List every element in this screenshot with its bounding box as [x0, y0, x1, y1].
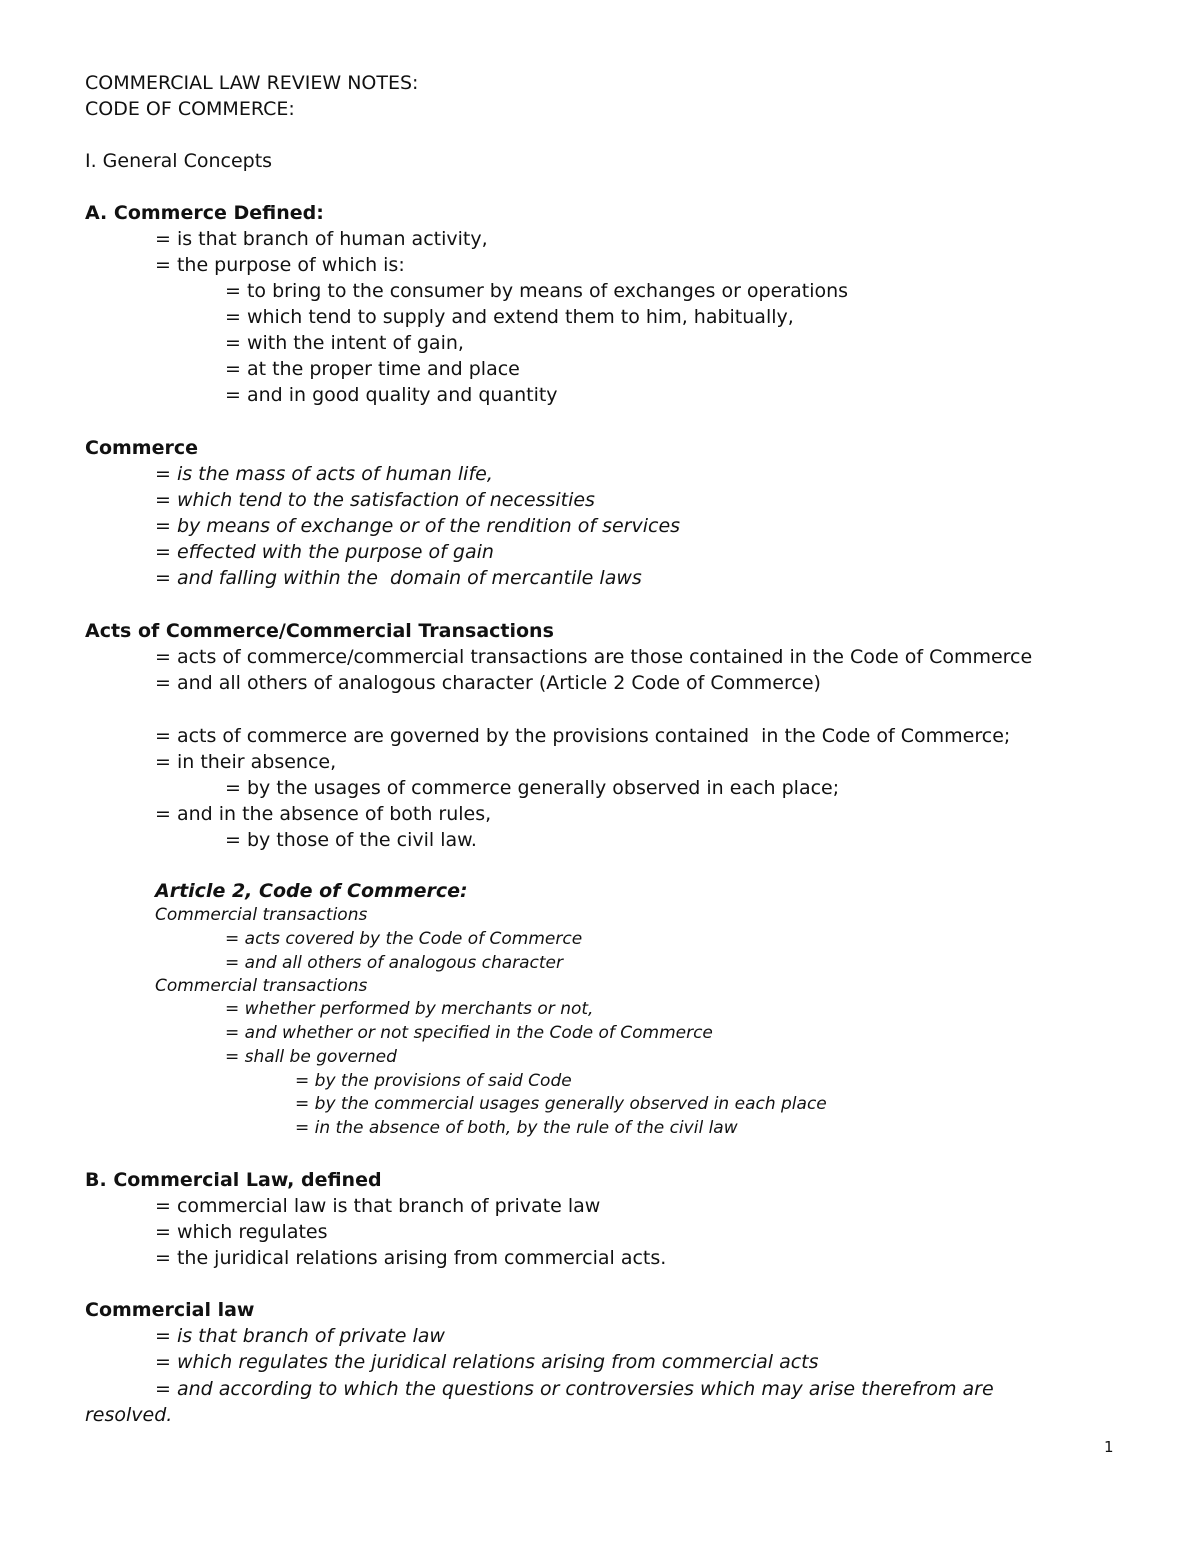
text-line: = and in the absence of both rules, — [155, 803, 492, 825]
text-line: resolved. — [85, 1404, 173, 1426]
text-line: Commercial transactions — [155, 905, 368, 925]
text-line: = to bring to the consumer by means of exchanges or operations — [225, 280, 849, 302]
text-line: = and in good quality and quantity — [225, 384, 558, 406]
text-line: = is that branch of private law — [155, 1325, 445, 1347]
text-line: = and whether or not specified in the Code of Commerce — [225, 1023, 713, 1043]
text-line: = the juridical relations arising from commercial acts. — [155, 1247, 667, 1269]
text-line: = which regulates the juridical relations arising from commercial acts — [155, 1351, 819, 1373]
text-line: = effected with the purpose of gain — [155, 541, 494, 563]
text-line: = and all others of analogous character (Article 2 Code of Commerce) — [155, 672, 821, 694]
subsection-heading: Commercial law — [85, 1299, 255, 1321]
text-line: = and falling within the domain of mercantile laws — [155, 567, 642, 589]
text-line: = at the proper time and place — [225, 358, 520, 380]
text-line: = by means of exchange or of the rendition of services — [155, 515, 681, 537]
section-heading: I. General Concepts — [85, 150, 273, 172]
text-line: = commercial law is that branch of private law — [155, 1195, 601, 1217]
text-line: = in the absence of both, by the rule of the civil law — [295, 1118, 738, 1138]
text-line: = which tend to supply and extend them to him, habitually, — [225, 306, 794, 328]
subsection-heading: Commerce — [85, 437, 198, 459]
text-line: = which tend to the satisfaction of necessities — [155, 489, 595, 511]
subsection-heading: Acts of Commerce/Commercial Transactions — [85, 620, 554, 642]
article-heading: Article 2, Code of Commerce: — [155, 880, 468, 902]
text-line: = by the provisions of said Code — [295, 1071, 572, 1091]
text-line: = is that branch of human activity, — [155, 228, 488, 250]
text-line: Commercial transactions — [155, 976, 368, 996]
text-line: = which regulates — [155, 1221, 328, 1243]
doc-subtitle: CODE OF COMMERCE: — [85, 98, 295, 120]
doc-title: COMMERCIAL LAW REVIEW NOTES: — [85, 72, 419, 94]
text-line: = whether performed by merchants or not, — [225, 999, 594, 1019]
subsection-heading: B. Commercial Law, defined — [85, 1169, 382, 1191]
text-line: = acts of commerce are governed by the provisions contained in the Code of Commerce; — [155, 725, 1011, 747]
text-line: = acts of commerce/commercial transactions are those contained in the Code of Commerce — [155, 646, 1033, 668]
text-line: = with the intent of gain, — [225, 332, 464, 354]
text-line: = by the usages of commerce generally observed in each place; — [225, 777, 840, 799]
text-line: = acts covered by the Code of Commerce — [225, 929, 583, 949]
subsection-heading: A. Commerce Defined: — [85, 202, 324, 224]
text-line: = and according to which the questions or controversies which may arise therefrom are — [155, 1378, 994, 1400]
text-line: = shall be governed — [225, 1047, 397, 1067]
text-line: = is the mass of acts of human life, — [155, 463, 493, 485]
text-line: = in their absence, — [155, 751, 337, 773]
text-line: = by those of the civil law. — [225, 829, 477, 851]
text-line: = the purpose of which is: — [155, 254, 405, 276]
text-line: = by the commercial usages generally observed in each place — [295, 1094, 827, 1114]
page-number: 1 — [1104, 1438, 1114, 1456]
text-line: = and all others of analogous character — [225, 953, 564, 973]
